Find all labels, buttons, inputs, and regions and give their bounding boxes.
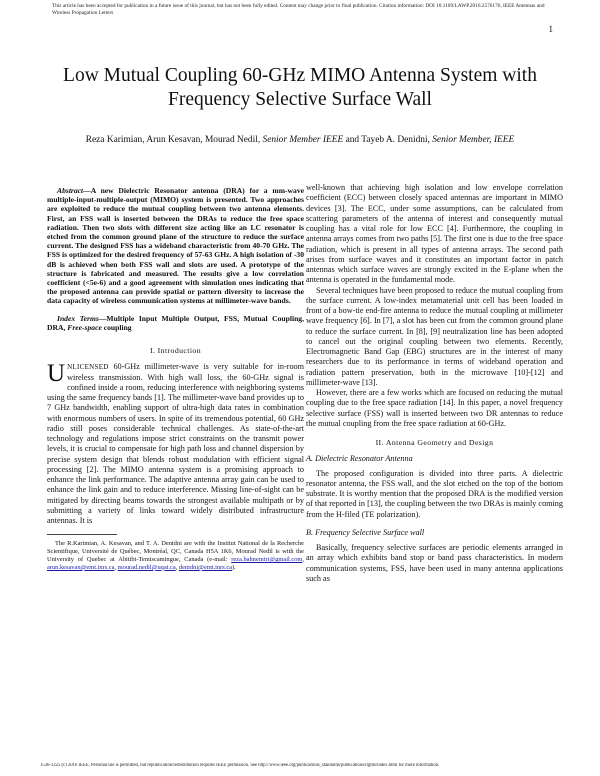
drop-cap: U [47,360,66,388]
author-title-denidni: Senior Member, IEEE [432,135,515,145]
index-terms-label: Index Terms [57,313,99,323]
author-and: and Tayeb A. Denidni, [343,135,433,145]
body-paragraph: Several techniques have been proposed to reduce the mutual coupling from the surface current. A low-index metamaterial unit cell has been loaded in front of a bow-tie end-fire antenna to reduce the mutual coupling at millimeter wave frequency [6]. In [7], a slot has been cut from the common ground plane to reduce the surface current. In [8], [9] neutralization line has been adopted to cancel out the original coupling between two elements. Recently, Electromagnetic Band Gap (EBG) structures are in the interest of many researchers due to its performance in terms of wideband operation and radiation pattern preservation, both in the microwave [10]-[12] and millimeter-wave [13]. [306,285,563,387]
index-terms-italic: Free-space [67,322,102,332]
introduction-paragraph [47,362,304,526]
author-title-nedil: Senior Member IEEE [262,135,344,145]
author-list [60,134,540,147]
index-terms-tail: coupling [101,322,132,332]
right-column [306,183,563,584]
abstract [47,186,304,306]
email-link-nedil[interactable]: mourad.nedil@uqat.ca [117,563,176,571]
email-link-kesavan[interactable]: arun.kesavan@emt.inrs.ca [47,563,115,571]
index-terms [47,314,304,332]
subsection-heading-fss: B. Frequency Selective Surface wall [306,527,425,537]
subsection-heading-dra: A. Dielectric Resonator Antenna [306,454,413,464]
footnote-separator: , [302,555,304,563]
body-paragraph: The proposed configuration is divided into three parts. A dielectric resonator antenna, the FSS wall, and the slot etched on the top of the bottom substrate. It is worthy mention that the proposed DRA is the modified version of that reported in [13], the coupling between the two DRAs is mainly coming from the H-filed (TE polarization). [306,468,563,519]
abstract-label: Abstract [57,186,84,195]
email-link-karimian[interactable]: reza.bahnemiri@gmail.com [231,555,303,563]
section-heading-antenna-design: II. Antenna Geometry and Design [375,438,494,447]
footnote-divider [47,534,117,535]
index-terms-text: —Multiple Input Multiple Output, FSS, Mutual Coupling, DRA, [47,313,304,332]
copyright-notice: 1536-1225 (c) 2016 IEEE. Personal use is permitted, but republication/redistribution requires IEEE permission. See http://www.ieee.org/publications_standards/publications/rights/index.html for more information. [40,763,440,768]
footnote-text: The R.Karimian, A. Kesavan, and T. A. Denidni are with the Institut National de la Recherche Scientifique, Université de Québec, Montréal, QC, Canada H5A 1K6, Mourad Nedil is with the University of Quebec at Abitibi-Temiscamingue, Canada (e-mail: [47,540,304,563]
footnote-separator: , [175,563,179,571]
introduction-text: 60-GHz millimeter-wave is very suitable for in-room wireless transmission. With high wall loss, the 60-GHz signal is confined inside a room, reducing interference with neighboring systems using the same frequency bands [1]. The millimeter-wave band provides up to 7 GHz bandwidth, enabling support of ultra-high data rates in combination with enormous numbers of users. In spite of its tremendous potential, 60 GHz radio still poses considerable technical challenges. As state-of-the-art technology and regulations impose strict constraints on the transmit power levels, it is crucial to compensate for high path loss and channel dispersion by precise system design that blends robust modulation with efficient signal processing [2]. The MIMO antenna system is a promising approach to enhance the link performance. The adaptive antenna array gain can be used to enhance the link gain and to reduce interference. Missing line-of-sight can be mitigated by directing beams towards the strongest available multipath or by submitting a variety of links toward widely distributed infrastructure antennas. It is [47,362,304,526]
footnote-separator: , [114,563,118,571]
left-column [47,186,304,571]
footnote-close: ). [232,563,236,571]
body-paragraph: Basically, frequency selective surfaces are periodic elements arranged in an array which exhibits band stop or band pass characteristics. In modern communication systems, FSS, have been used in many antenna applications such as [306,543,563,583]
body-paragraph: However, there are a few works which are focused on reducing the mutual coupling due to the free space radiation [14]. In this paper, a novel frequency selective surface (FSS) wall is inserted between two DR antennas to reduce the mutual coupling from the free space radiation at 60-GHz. [306,388,563,428]
publication-notice: This article has been accepted for publication in a future issue of this journal, but has not been fully edited. Content may change prior to final publication. Citation information: DOI 10.1109/LAWP.2016.2576176, IEEE Antennas and Wireless Propagation Letters [52,3,545,16]
abstract-text: —A new Dielectric Resonator antenna (DRA) for a mm-wave multiple-input-multiple-output (MIMO) system is presented. Two approaches are exploited to reduce the mutual coupling between two antenna elements. First, an FSS wall is inserted between the DRAs to reduce the free space radiation. Then two slots with different size acting like an LC resonator is etched from the common ground plane of the structure to reduce the surface current. The designed FSS has a wideband characteristic from 40-70 GHz. The FSS is optimized for the desired frequency of 57-63 GHz. A high isolation of -30 dB is achieved when both FSS wall and slots are used. A prototype of the structure is fabricated and measured. The results give a low correlation coefficient (<5e-6) and a good agreement with simulation ones indicating that the proposed antenna can provide spatial or pattern diversity to increase the data capacity of wireless communication systems at millimeter-wave bands. [47,186,304,306]
body-paragraph: well-known that achieving high isolation and low envelope correlation coefficient (ECC) between closely spaced antennas are important in MIMO devices [3]. The ECC, under some assumptions, can be calculated from scattering parameters of the antenna of interest and consequently mutual coupling has a vital role for low ECC [4]. Furthermore, the coupling in antenna arrays comes from two paths [5]. The first one is due to the free space radiation, which is present in all types of antenna arrays. The second path arises from surface waves and it constitutes an important factor in patch antennas which surface waves are strongly excited in the E-plane when the antenna is operated in the fundamental mode. [306,183,563,285]
email-link-denidni[interactable]: denidni@emt.inrs.ca [178,563,233,571]
lead-word: NLICENSED [67,363,109,372]
author-affiliation-footnote [47,540,304,571]
section-heading-introduction: I. Introduction [149,346,202,356]
paper-title: Low Mutual Coupling 60-GHz MIMO Antenna System with Frequency Selective Surface Wall [63,65,537,110]
page-number: 1 [548,24,553,34]
author-names: Reza Karimian, Arun Kesavan, Mourad Nedil, [85,135,263,145]
